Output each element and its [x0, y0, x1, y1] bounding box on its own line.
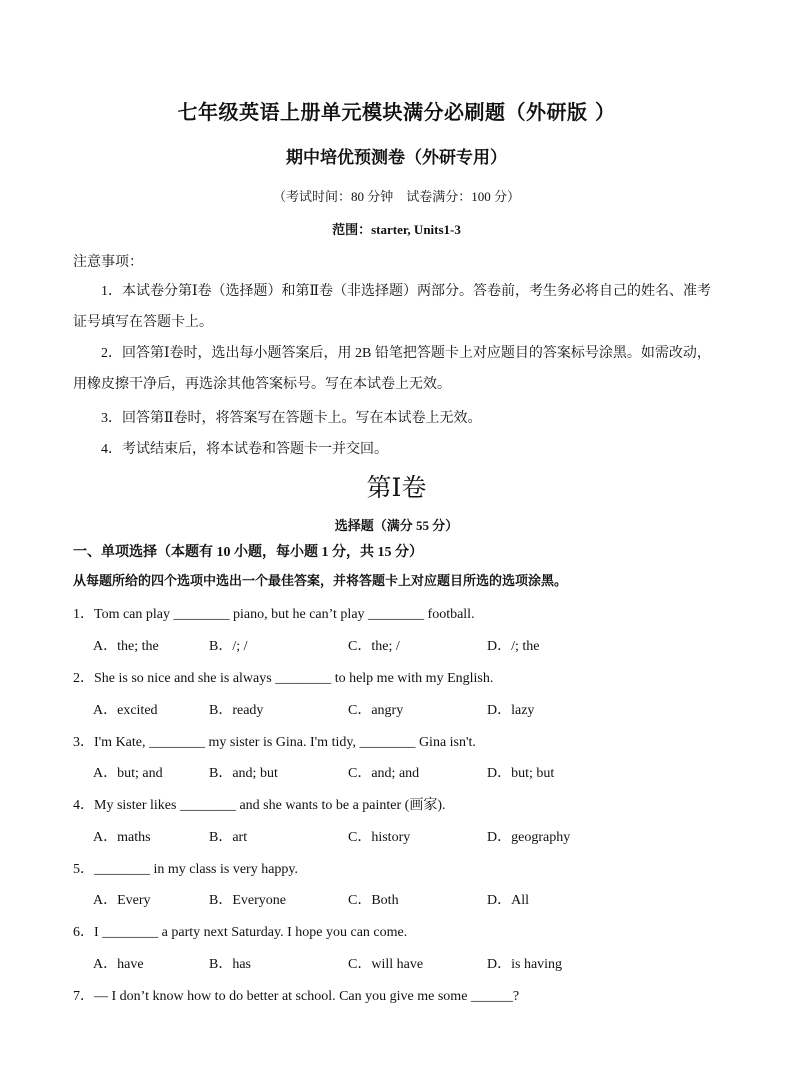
page-subtitle: 期中培优预测卷（外研专用） — [286, 148, 507, 168]
question-stem: 5．________ in my class is very happy. — [73, 862, 299, 877]
option-c: C．history — [348, 830, 411, 845]
page-title: 七年级英语上册单元模块满分必刷题（外研版 ） — [177, 100, 616, 124]
section-title: 一、单项选择（本题有 10 小题，每小题 1 分，共 15 分） — [73, 545, 423, 560]
option-d: D．but; but — [487, 766, 555, 781]
option-d: D．/; the — [487, 639, 540, 654]
exam-scope: 范围：starter, Units1-3 — [332, 222, 461, 237]
option-b: B．/; / — [209, 639, 248, 654]
option-c: C．Both — [348, 893, 399, 908]
option-b: B．ready — [209, 703, 264, 718]
option-a: A．maths — [93, 830, 151, 845]
question-stem: 1．Tom can play ________ piano, but he can’t play ________ football. — [73, 607, 475, 622]
question-options — [93, 762, 653, 782]
question-options — [93, 635, 653, 655]
option-b: B．art — [209, 830, 248, 845]
notice-item: 4．考试结束后，将本试卷和答题卡一并交回。 — [101, 442, 388, 457]
option-a: A．the; the — [93, 639, 159, 654]
part-title: 第Ⅰ卷 — [366, 475, 427, 502]
option-d: D．lazy — [487, 703, 535, 718]
option-a: A．Every — [93, 893, 151, 908]
question-stem: 3．I'm Kate, ________ my sister is Gina. I'm tidy, ________ Gina isn't. — [73, 735, 476, 750]
question-options — [93, 889, 653, 909]
option-a: A．excited — [93, 703, 158, 718]
question-stem: 6．I ________ a party next Saturday. I hope you can come. — [73, 925, 408, 940]
option-a: A．but; and — [93, 766, 163, 781]
question-options — [93, 699, 653, 719]
question-stem: 4．My sister likes ________ and she wants to be a painter (画家). — [73, 798, 446, 813]
part-subtitle: 选择题（满分 55 分） — [334, 518, 459, 533]
option-c: C．the; / — [348, 639, 400, 654]
notice-item: 1．本试卷分第Ⅰ卷（选择题）和第Ⅱ卷（非选择题）两部分。答卷前，考生务必将自己的姓名、准考证号填写在答题卡上。 — [73, 284, 712, 330]
option-d: D．is having — [487, 957, 563, 972]
section-instruction: 从每题所给的四个选项中选出一个最佳答案，并将答题卡上对应题目所选的选项涂黑。 — [73, 574, 568, 589]
question-options — [93, 953, 653, 973]
notice-item: 3．回答第Ⅱ卷时，将答案写在答题卡上。写在本试卷上无效。 — [101, 411, 482, 426]
question-options — [93, 826, 653, 846]
option-b: B．has — [209, 957, 251, 972]
option-b: B．Everyone — [209, 893, 286, 908]
option-d: D．All — [487, 893, 529, 908]
exam-info: （考试时间：80 分钟 试卷满分：100 分） — [272, 189, 520, 204]
option-b: B．and; but — [209, 766, 278, 781]
option-c: C．angry — [348, 703, 404, 718]
option-c: C．will have — [348, 957, 424, 972]
notice-item: 2．回答第Ⅰ卷时，选出每小题答案后，用 2B 铅笔把答题卡上对应题目的答案标号涂黑。如需改动，用橡皮擦干净后，再选涂其他答案标号。写在本试卷上无效。 — [73, 346, 711, 392]
option-c: C．and; and — [348, 766, 420, 781]
question-stem: 7．— I don’t know how to do better at school. Can you give me some ______? — [73, 989, 520, 1004]
option-d: D．geography — [487, 830, 571, 845]
notice-heading: 注意事项： — [73, 255, 143, 270]
question-stem: 2．She is so nice and she is always ________ to help me with my English. — [73, 671, 494, 686]
option-a: A．have — [93, 957, 144, 972]
